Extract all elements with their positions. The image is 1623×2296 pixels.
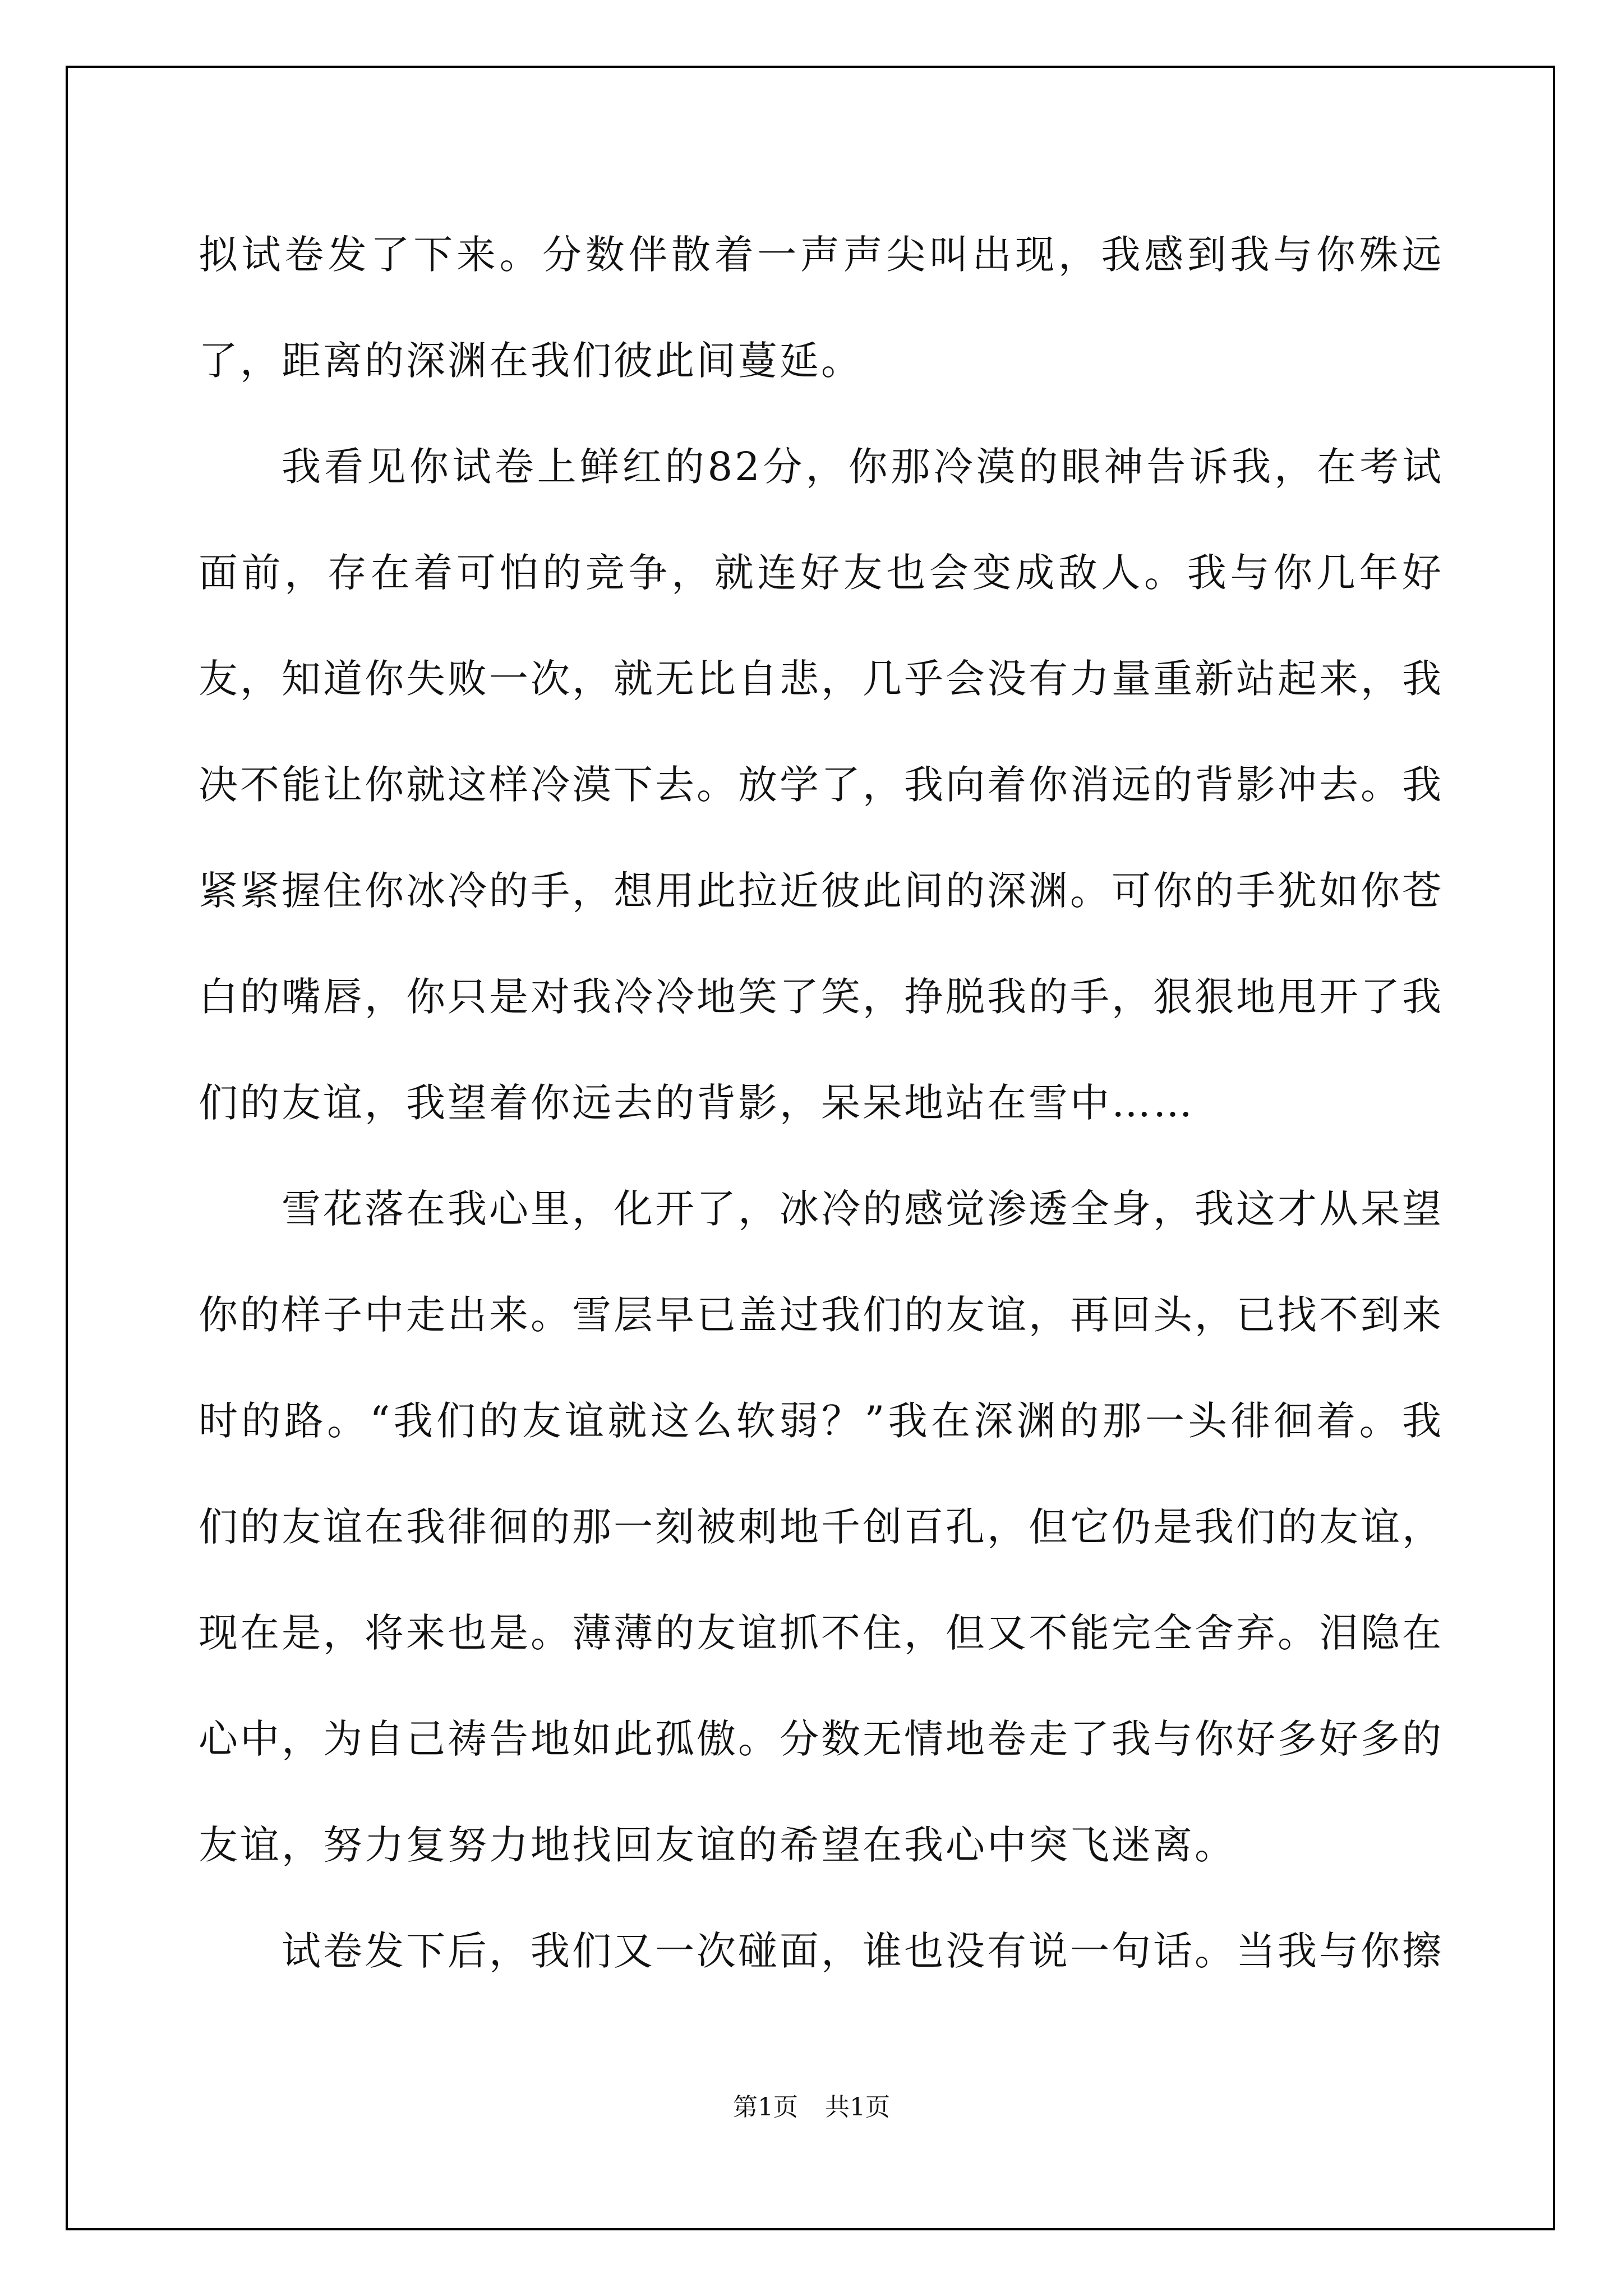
page-footer (0, 2087, 1623, 2123)
document-body (199, 202, 1444, 2004)
page-number: 第1页 (733, 2093, 798, 2122)
page-total: 共1页 (825, 2093, 890, 2122)
paragraph-2: 我看见你试卷上鲜红的82分，你那冷漠的眼神告诉我，在考试面前，存在着可怕的竞争，就连好友也会变成敌人。我与你几年好友，知道你失败一次，就无比自悲，几乎会没有力量重新站起来，我决不能让你就这样冷漠下去。放学了，我向着你消远的背影冲去。我紧紧握住你冰冷的手，想用此拉近彼此间的深渊。可你的手犹如你苍白的嘴唇，你只是对我冷冷地笑了笑，挣脱我的手，狠狠地甩开了我们的友谊，我望着你远去的背影，呆呆地站在雪中…… (199, 444, 1444, 1126)
paragraph-4: 试卷发下后，我们又一次碰面，谁也没有说一句话。当我与你擦 (282, 1928, 1444, 1974)
paragraph-1: 拟试卷发了下来。分数伴散着一声声尖叫出现，我感到我与你殊远了，距离的深渊在我们彼此间蔓延。 (199, 232, 1444, 384)
paragraph-3: 雪花落在我心里，化开了，冰冷的感觉渗透全身，我这才从呆望你的样子中走出来。雪层早已盖过我们的友谊，再回头，已找不到来时的路。“我们的友谊就这么软弱？”我在深渊的那一头徘徊着。我们的友谊在我徘徊的那一刻被刺地千创百孔，但它仍是我们的友谊，现在是，将来也是。薄薄的友谊抓不住，但又不能完全舍弃。泪隐在心中，为自己祷告地如此孤傲。分数无情地卷走了我与你好多好多的友谊，努力复努力地找回友谊的希望在我心中突飞迷离。 (199, 1186, 1444, 1868)
